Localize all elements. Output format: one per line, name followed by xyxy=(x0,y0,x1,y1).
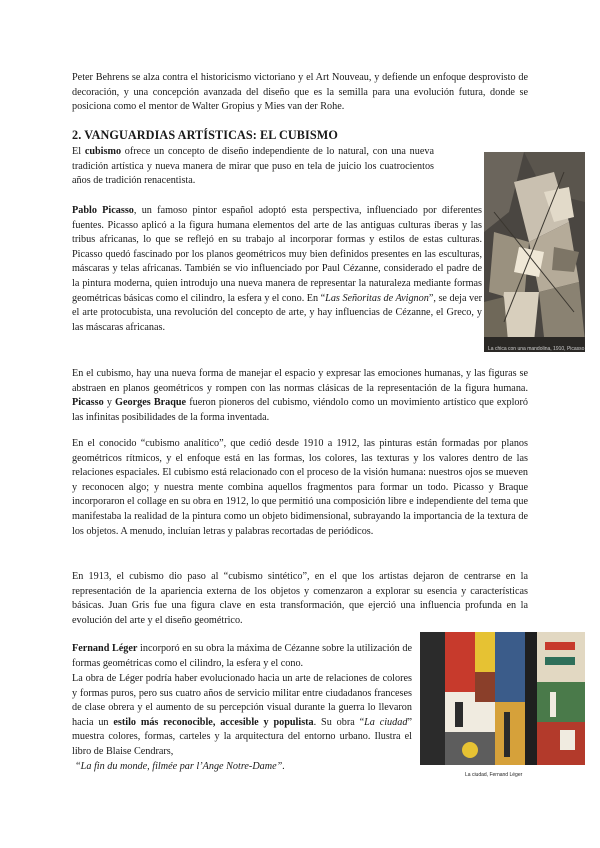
picasso-painting xyxy=(484,152,585,352)
cubism-intro-paragraph: El cubismo ofrece un concepto de diseño independiente de lo natural, con una nueva tradición artística y nueva manera de mirar que puso en tela de juicio los cuatrocientos años de tradición renacentista. xyxy=(72,146,434,187)
picasso-bold: Picasso xyxy=(72,397,104,409)
leger-painting-image xyxy=(420,632,585,777)
leger-intro-paragraph: Fernand Léger incorporó en su obra la máxima de Cézanne sobre la utilización de formas geométricas como el cilindro, la esfera y el cono. xyxy=(72,643,412,669)
la-ciudad-title: La ciudad xyxy=(364,716,408,728)
leger-name: Fernand Léger xyxy=(72,643,138,654)
leger-style-bold: estilo más reconocible, accesible y populista xyxy=(113,716,314,728)
analytic-cubism-paragraph: En el conocido “cubismo analítico”, que cedió desde 1910 a 1912, las pinturas están formadas por planos geométricos rítmicos, y el enfoque está en las formas, los colores, las texturas y los valores dentro de las relaciones espaciales. El cubismo está relacionado con el proceso de la visión humana: nuestros ojos se mueven y reconocen algo; y nuestra mente combina aquellos fragmentos para formar un todo. Picasso y Braque incorporaron el collage en su obra en 1912, lo que permitió una composición libre e independiente del tema que manifestaba la realidad de la pintura como un objeto bidimensional, subrayando la importancia de la textura de los objetos. A menudo, incluían letras y palabras recortadas de periódicos. xyxy=(72,438,528,537)
section-heading: 2. VANGUARDIAS ARTÍSTICAS: EL CUBISMO xyxy=(72,128,338,142)
picasso-paragraph: Pablo Picasso, un famoso pintor español adoptó esta perspectiva, influenciado por diferentes fuentes. Picasso aplicó a la figura humana elementos del arte de las antiguas culturas íberas y las tribus africanas, lo que se reflejó en su trabajo al incorporar formas y estilos de estas culturas. Picasso quedó fascinado por los planos geométricos muy bien definidos presentes en las esculturas, máscaras y telas africanas. También se vio influenciado por Paul Cézanne, considerado el padre de la pintura moderna, quien introdujo una nueva manera de representar la naturaleza mediante formas geométricas básicas como el cilindro, la esfera y el cono. En “Las Señoritas de Avignon”, se deja ver el arte protocubista, una revolución del concepto de arte, y hay influencias de Cézanne, el Greco, y las máscaras africanas. xyxy=(72,205,483,333)
avignon-title: Las Señoritas de Avignon xyxy=(325,292,429,304)
picasso-caption: La chica con una mandolina, 1910, Picasso xyxy=(488,346,585,352)
book-title: “La fin du monde, filmée par l’Ange Notre-Dame”. xyxy=(75,760,285,772)
picasso-painting-image xyxy=(484,152,585,352)
intro-paragraph: Peter Behrens se alza contra el historicismo victoriano y el Art Nouveau, y defiende un enfoque desprovisto de decoración, y una concepción avanzada del diseño que es la semilla para una evolución futura, donde se posiciona como el mentor de Walter Gropius y Mies van der Rohe. xyxy=(72,72,528,113)
braque-bold: Georges Braque xyxy=(115,397,187,409)
synthetic-cubism-paragraph: En 1913, el cubismo dio paso al “cubismo sintético”, en el que los artistas dejaron de centrarse en la representación de la apariencia externa de los objetos y comenzaron a explorar su esencia y características básicas. Juan Gris fue una figura clave en esta transformación, que ejerció una influencia profunda en la evolución del arte y el diseño geométrico. xyxy=(72,571,528,626)
cubism-term: cubismo xyxy=(84,146,122,157)
picasso-name: Pablo Picasso xyxy=(72,205,134,216)
leger-painting xyxy=(420,632,585,777)
cubism-space-paragraph: En el cubismo, hay una nueva forma de manejar el espacio y expresar las emociones humanas, y las figuras se abstraen en planos geométricos y rompen con las normas clásicas de la representación de la figura humana. Picasso y Georges Braque fueron pioneros del cubismo, viéndolo como un movimiento artístico que exploró las infinitas posibilidades de la forma inventada. xyxy=(72,368,528,423)
leger-caption: La ciudad, Fernand Léger xyxy=(465,772,523,777)
leger-work-paragraph: La obra de Léger podría haber evolucionado hacia un arte de relaciones de colores y formas puros, pero sus cuatro años de servicio militar entre ciudadanos franceses de clase obrera y el aumento de su percepción visual durante la guerra lo llevaron hacia un estilo más reconocible, accesible y populista. Su obra “La ciudad” muestra colores, formas, carteles y la arquitectura del entorno urbano. Ilustra el libro de Blaise Cendrars, “La fin du monde, filmée par l’Ange Notre-Dame”. xyxy=(72,673,412,772)
